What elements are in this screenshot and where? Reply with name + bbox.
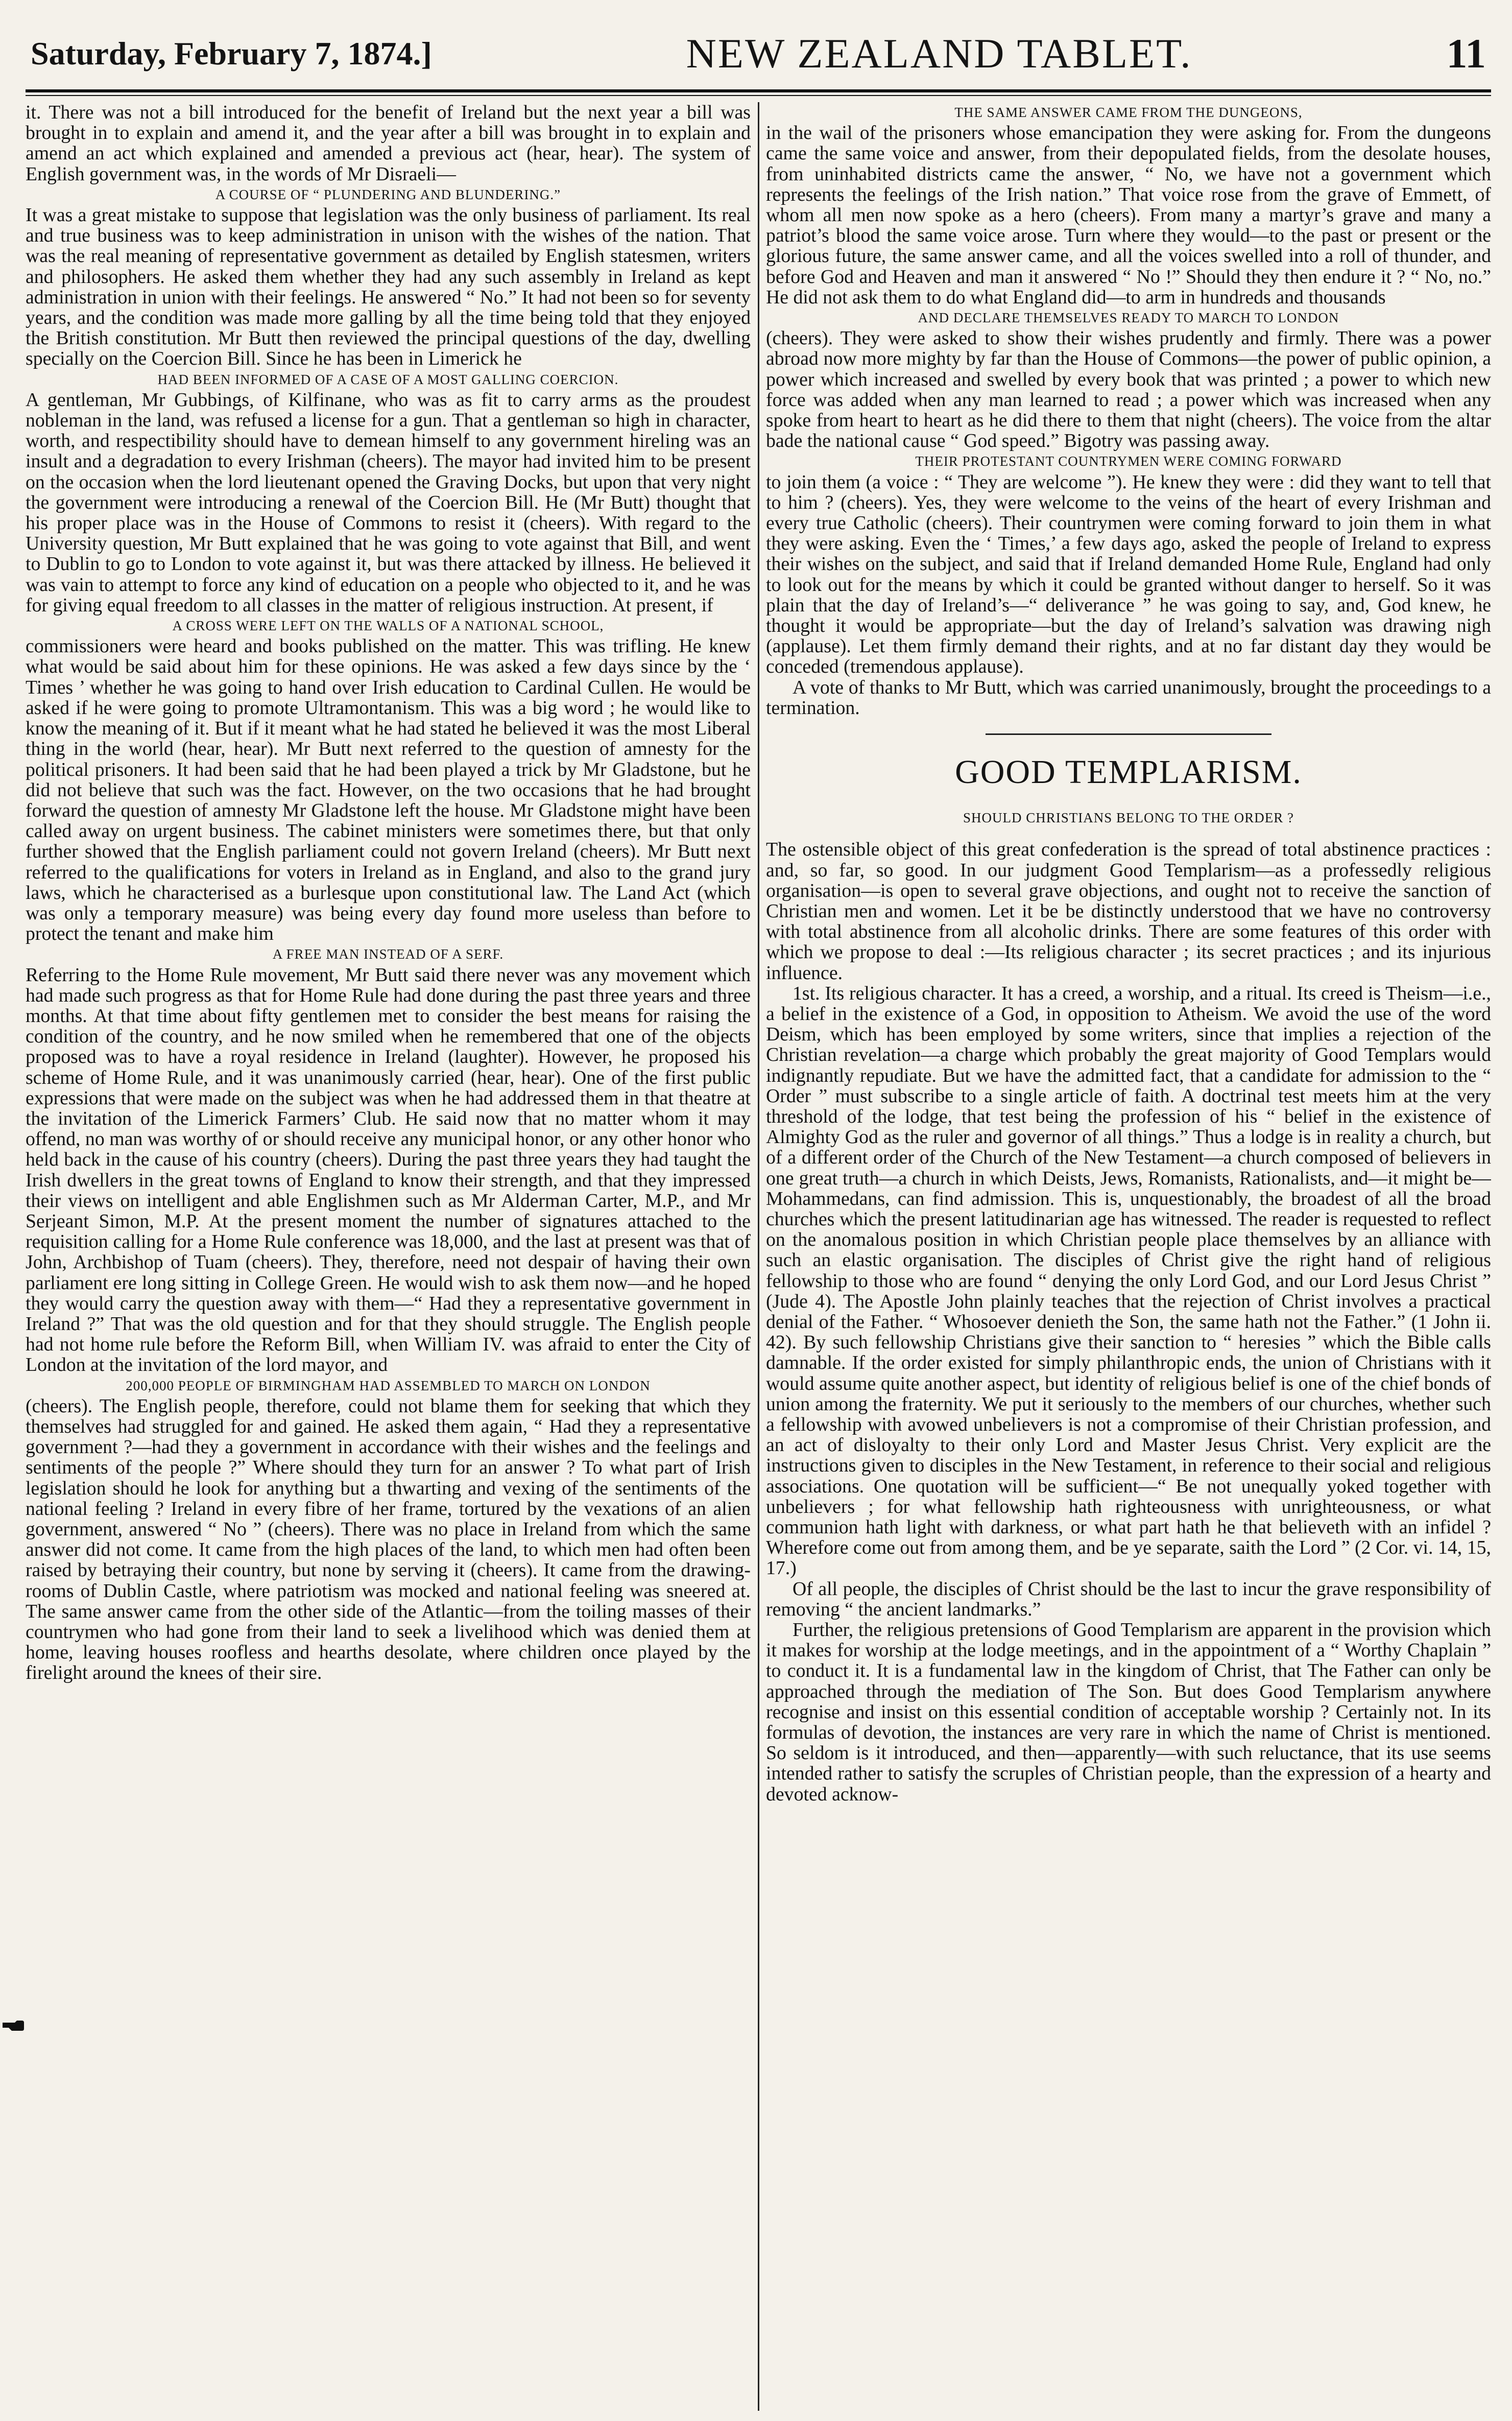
masthead — [31, 21, 1486, 85]
masthead-rule — [26, 89, 1491, 92]
paragraph: (cheers). The English people, therefore, could not blame them for seeking that which they themselves had struggled for and gained. He asked them again, “ Had they a representative government ?—had they a government in accordance with their wishes and the feelings and sentiments of the people ?” Where should they turn for an answer ? To what part of Irish legislation should he look for anything but a thwarting and vexing of the sentiments of the national feeling ? Ireland in every fibre of her frame, tortured by the vexations of an alien government, answered “ No ” (cheers). There was no place in Ireland from which the same answer did not come. It came from the high places of the land, to which men had often been raised by betraying their country, but none by serving it (cheers). It came from the drawing-rooms of Dublin Castle, where patriotism was mocked and national feeling was sneered at. The same answer came from the other side of the Atlantic—from the toiling masses of their countrymen who had gone from their land to seek a livelihood which was denied them at home, leaving houses roofless and hearths desolate, where children once played by the firelight around the knees of their sire. — [26, 1395, 751, 1684]
subheading: A FREE MAN INSTEAD OF A SERF. — [272, 946, 504, 962]
paragraph: it. There was not a bill introduced for the benefit of Ireland but the next year a bill was brought in to explain and amend it, and the year after a bill was brought in to explain and amend an act which explained and amended a previous act (hear, hear). The system of English government was, in the words of Mr Disraeli— — [26, 102, 751, 185]
subheading: A CROSS WERE LEFT ON THE WALLS OF A NATIONAL SCHOOL, — [172, 618, 604, 634]
subheading: THE SAME ANSWER CAME FROM THE DUNGEONS, — [954, 105, 1303, 120]
paragraph: (cheers). They were asked to show their wishes prudently and firmly. There was a power abroad now more mighty by far than the House of Commons—the power of public opinion, a power which increased and swelled by every book that was printed ; a power to which new force was added when any man learned to read ; a power which was increased when any spoke from heart to heart as he did there to them that night (cheers). The voice from the altar bade the national cause “ God speed.” Bigotry was passing away. — [766, 327, 1491, 452]
paragraph: A vote of thanks to Mr Butt, which was carried unanimously, brought the proceedings to a termination. — [766, 676, 1491, 719]
newspaper-title: NEW ZEALAND TABLET. — [686, 30, 1192, 77]
paragraph: Of all people, the disciples of Christ should be the last to incur the grave responsibility of removing “ the ancient landmarks.” — [766, 1578, 1491, 1620]
paragraph: 1st. Its religious character. It has a creed, a worship, and a ritual. Its creed is Theism—i.e., a belief in the existence of a God, in opposition to Atheism. We avoid the use of the word Deism, which has been employed by some writers, since that implies a rejection of the Christian revelation—a charge which probably the great majority of Good Templars would indignantly repudiate. But we have the admitted fact, that a candidate for admission to the “ Order ” must subscribe to a single article of faith. A doctrinal test meets him at the very threshold of the lodge, that test being the profession of his “ belief in the existence of Almighty God as the ruler and governor of all things.” Thus a lodge is in reality a church, but of a different order of the Church of the New Testament—a church composed of believers in one great truth—a church in which Deists, Jews, Romanists, Rationalists, and—it might be—Mohammedans, can find admission. This is, unquestionably, the broadest of all the broad churches which the present latitudinarian age has witnessed. The reader is requested to reflect on the anomalous position in which Christian people place themselves by an alliance with such an elastic organisation. The disciples of Christ give the right hand of religious fellowship to those who are found “ denying the only Lord God, and our Lord Jesus Christ ” (Jude 4). The Apostle John plainly teaches that the rejection of Christ involves a practical denial of the Father. “ Whosoever denieth the Son, the same hath not the Father.” (1 John ii. 42). By such fellowship Christians give their sanction to “ heresies ” which the Bible calls damnable. If the order existed for simply philanthropic ends, the union of Christians with it would assume quite another aspect, but identity of religious belief is one of the chief bonds of union among the fraternity. We put it seriously to the members of our churches, whether such a fellowship with avowed unbelievers is not a compromise of their Christian profession, and an act of disloyalty to their only Lord and Master Jesus Christ. Very explicit are the instructions given to disciples in the New Testament, in reference to their social and religious associations. One quotation will be sufficient—“ Be not unequally yoked together with unbelievers ; for what fellowship hath righteousness with unrighteousness, or what communion hath light with darkness, or what part hath he that believeth with an infidel ? Wherefore come out from among them, and be ye separate, saith the Lord ” (2 Cor. vi. 14, 15, 17.) — [766, 982, 1491, 1579]
masthead-rule-thin — [26, 95, 1491, 96]
paragraph: in the wail of the prisoners whose emancipation they were asking for. From the dungeons came the same voice and answer, from their depopulated fields, from the desolate houses, from uninhabited districts came the answer, “ No, we have not a government which represents the feelings of the Irish nation.” That voice rose from the grave of Emmett, of whom all men now spoke as a hero (cheers). From many a martyr’s grave and many a patriot’s blood the same voice arose. Turn where they would—to the past or present or the glorious future, the same answer came, and all the voices swelled into a roll of thunder, and before God and Heaven and man it answered “ No !” Should they then endure it ? “ No, no.” He did not ask them to do what England did—to arm in hundreds and thousands — [766, 122, 1491, 308]
issue-date: Saturday, February 7, 1874.] — [31, 35, 432, 72]
column-divider — [758, 102, 759, 2411]
subheading: A COURSE OF “ PLUNDERING AND BLUNDERING.” — [215, 186, 561, 202]
subheading: THEIR PROTESTANT COUNTRYMEN WERE COMING FORWARD — [915, 454, 1342, 469]
pointing-hand-icon — [2, 2017, 25, 2033]
paragraph: It was a great mistake to suppose that legislation was the only business of parliament. Its real and true business was to keep administration in unison with the wishes of the nation. That was the real meaning of representative government as detailed by English statesmen, writers and philosophers. He asked them whether they had any such assembly in Ireland as kept administration in union with their feelings. He answered “ No.” It had not been so for seventy years, and the condition was made more galling by all the time being told that they enjoyed the British constitution. Mr Butt then reviewed the principal questions of the day, dwelling specially on the Coercion Bill. Since he has been in Limerick he — [26, 204, 751, 370]
page-number: 11 — [1446, 30, 1486, 77]
subheading: 200,000 PEOPLE OF BIRMINGHAM HAD ASSEMBLED TO MARCH ON LONDON — [126, 1378, 651, 1393]
section-rule — [986, 733, 1271, 735]
paragraph: Referring to the Home Rule movement, Mr Butt said there never was any movement which had made such progress as that for Home Rule had done during the past three years and three months. At that time about fifty gentlemen met to consider the best means for raising the condition of the country, and he now smiled when he remembered that one of the objects proposed was to have a royal residence in Ireland (laughter). However, he proposed his scheme of Home Rule, and it was unanimously carried (hear, hear). One of the first public expressions that were made on the subject was when he had addressed them in that theatre at the invitation of the Limerick Farmers’ Club. He said now that no matter whom it may offend, no man was worthy of or should receive any municipal honor, or any other honor who held back in the cause of his country (cheers). During the past three years they had taught the Irish dwellers in the great towns of England to know their strength, and that they impressed their views on intelligent and able Englishmen such as Mr Alderman Carter, M.P., and Mr Serjeant Simon, M.P. At the present moment the number of signatures attached to the requisition calling for a Home Rule conference was 18,000, and the last at present was that of John, Archbishop of Tuam (cheers). They, therefore, need not despair of having their own parliament ere long sitting in College Green. He would wish to ask them now—and he hoped they would carry the question away with them—“ Had they a representative government in Ireland ?” That was the old question and for that they should struggle. The English people had not home rule before the Reform Bill, when William IV. was afraid to enter the City of London at the invitation of the lord mayor, and — [26, 964, 751, 1376]
paragraph: Further, the religious pretensions of Good Templarism are apparent in the provision which it makes for worship at the lodge meetings, and in the appointment of a “ Worthy Chaplain ” to conduct it. It is a fundamental law in the kingdom of Christ, that The Father can only be approached through the mediation of The Son. But does Good Templarism anywhere recognise and insist on this essential condition of acceptable worship ? Certainly not. In its formulas of devotion, the instances are very rare in which the name of Christ is mentioned. So seldom is it introduced, and then—apparently—with such reluctance, that its use seems intended rather to satisfy the scruples of Christian people, than the expression of a hearty and devoted acknow- — [766, 1619, 1491, 1805]
paragraph: A gentleman, Mr Gubbings, of Kilfinane, who was as fit to carry arms as the proudest nobleman in the land, was refused a license for a gun. That a gentleman so high in character, worth, and respectibility should have to demean himself to any government hireling was an insult and a degradation to every Irishman (cheers). The mayor had invited him to be present on the occasion when the lord lieutenant opened the Graving Docks, but upon that very night the government were introducing a renewal of the Coercion Bill. He (Mr Butt) thought that his proper place was in the House of Commons to resist it (cheers). With regard to the University question, Mr Butt explained that he was going to vote against that Bill, and went to Dublin to go to London to vote against it, but was there attacked by illness. He believed it was vain to attempt to force any kind of education on a people who objected to it, and he was for giving equal freedom to all classes in the matter of religious instruction. At present, if — [26, 389, 751, 616]
paragraph: commissioners were heard and books published on the matter. This was trifling. He knew what would be said about him for these opinions. He was asked a few days since by the ‘ Times ’ whether he was going to hand over Irish education to Cardinal Cullen. He would be asked if he were going to promote Ultramontanism. This was a big word ; he would like to know the meaning of it. But if it meant what he had stated he believed it was the most Liberal thing in the world (hear, hear). Mr Butt next referred to the question of amnesty for the political prisoners. It had been said that he had been played a trick by Mr Gladstone, but he did not believe that such was the fact. However, on the two occasions that he had brought forward the question of amnesty Mr Gladstone left the house. Mr Gladstone might have been called away on urgent business. The cabinet ministers were sometimes there, but that only further showed that the English parliament could not govern Ireland (cheers). Mr Butt next referred to the qualifications for voters in Ireland as in England, and also to the grand jury laws, which he characterised as a burlesque upon constitutional law. The Land Act (which was only a temporary measure) was being every day found more useless than before to protect the tenant and make him — [26, 635, 751, 945]
subheading: HAD BEEN INFORMED OF A CASE OF A MOST GALLING COERCION. — [157, 371, 619, 387]
section-title: GOOD TEMPLARISM. — [955, 753, 1302, 791]
right-column — [766, 102, 1491, 2411]
subheading: AND DECLARE THEMSELVES READY TO MARCH TO LONDON — [918, 310, 1339, 326]
left-column — [26, 102, 751, 2411]
paragraph: The ostensible object of this great confederation is the spread of total abstinence practices : and, so far, so good. In our judgment Good Templarism—as a professedly religious organisation—is open to several grave objections, and ought not to receive the sanction of Christian men and women. Let it be be distinctly understood that we have no controversy with total abstinence from all alcoholic drinks. There are some features of this order with which we propose to deal :—Its religious character ; its secret practices ; and its injurious influence. — [766, 839, 1491, 984]
section-subtitle: SHOULD CHRISTIANS BELONG TO THE ORDER ? — [963, 810, 1294, 826]
paragraph: to join them (a voice : “ They are welcome ”). He knew they were : did they want to tell that to him ? (cheers). Yes, they were welcome to the veins of the heart of every Irishman and every true Catholic (cheers). Their countrymen were coming forward to join them in what they were asking. Even the ‘ Times,’ a few days ago, asked the people of Ireland to express their wishes on the subject, and said that if Ireland demanded Home Rule, England had only to look out for the means by which it could be granted without danger to herself. So it was plain that the day of Ireland’s—“ deliverance ” he was going to say, and, God knew, he thought it would be appropriate—but the day of Ireland’s salvation was drawing nigh (applause). Let them firmly demand their rights, and at no far distant day they would be conceded (tremendous applause). — [766, 471, 1491, 678]
